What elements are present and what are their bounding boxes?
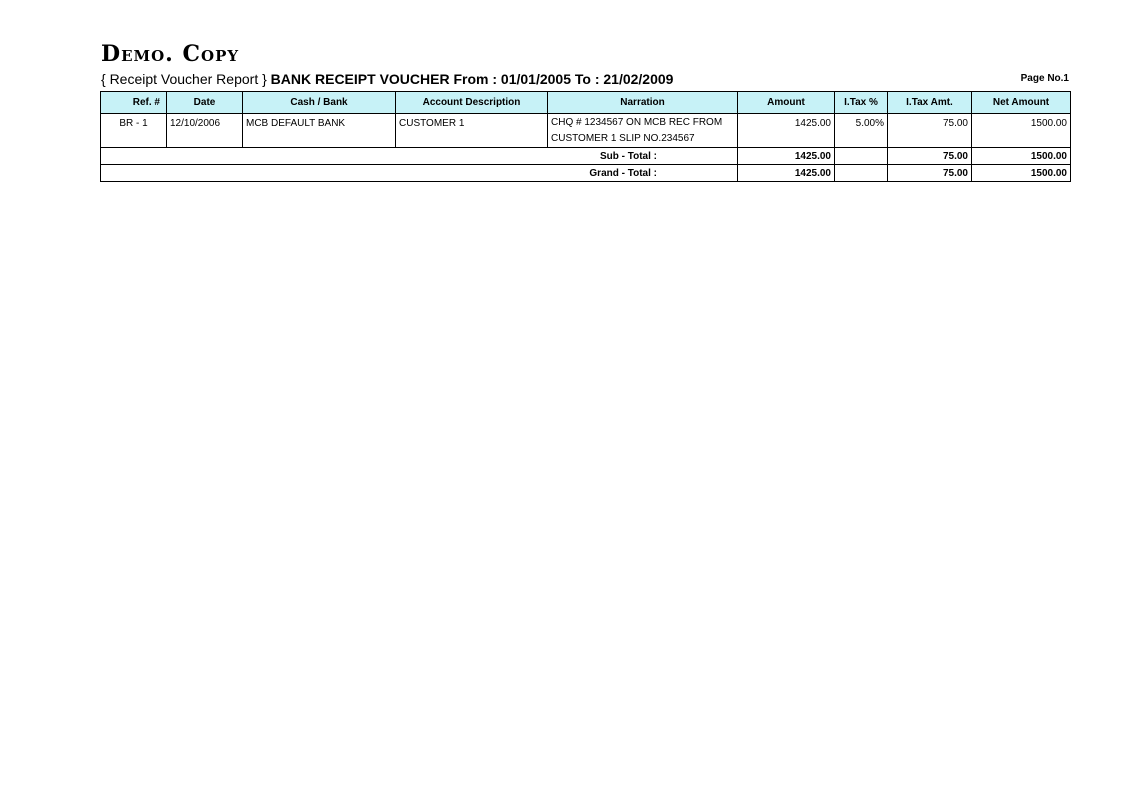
sub-total-label: Sub - Total : <box>101 148 738 165</box>
cell-itax-amt: 75.00 <box>888 114 972 148</box>
col-header-itax-amt: I.Tax Amt. <box>888 92 972 114</box>
grand-total-net-amount: 1500.00 <box>972 165 1071 182</box>
col-header-ref: Ref. # <box>101 92 167 114</box>
report-title <box>101 70 673 88</box>
table-header-row <box>101 92 1071 114</box>
report-title-type: { Receipt Voucher Report } <box>101 71 267 87</box>
col-header-date: Date <box>167 92 243 114</box>
col-header-amount: Amount <box>738 92 835 114</box>
cell-amount: 1425.00 <box>738 114 835 148</box>
table-row <box>101 114 1071 148</box>
col-header-itax-pct: I.Tax % <box>835 92 888 114</box>
col-header-account-description: Account Description <box>396 92 548 114</box>
cell-net-amount: 1500.00 <box>972 114 1071 148</box>
report-title-range: BANK RECEIPT VOUCHER From : 01/01/2005 To : 21/02/2009 <box>270 71 674 87</box>
cell-ref: BR - 1 <box>101 114 167 148</box>
sub-total-itax-amt: 75.00 <box>888 148 972 165</box>
cell-cash-bank: MCB DEFAULT BANK <box>243 114 396 148</box>
demo-copy-watermark: Demo. Copy <box>101 41 240 67</box>
cell-itax-pct: 5.00% <box>835 114 888 148</box>
sub-total-amount: 1425.00 <box>738 148 835 165</box>
grand-total-itax-pct <box>835 165 888 182</box>
sub-total-net-amount: 1500.00 <box>972 148 1071 165</box>
grand-total-itax-amt: 75.00 <box>888 165 972 182</box>
grand-total-label: Grand - Total : <box>101 165 738 182</box>
grand-total-amount: 1425.00 <box>738 165 835 182</box>
cell-narration: CHQ # 1234567 ON MCB REC FROM CUSTOMER 1 SLIP NO.234567 <box>548 114 738 148</box>
sub-total-row <box>101 148 1071 165</box>
cell-account: CUSTOMER 1 <box>396 114 548 148</box>
col-header-net-amount: Net Amount <box>972 92 1071 114</box>
grand-total-row <box>101 165 1071 182</box>
sub-total-itax-pct <box>835 148 888 165</box>
col-header-narration: Narration <box>548 92 738 114</box>
cell-date: 12/10/2006 <box>167 114 243 148</box>
col-header-cash-bank: Cash / Bank <box>243 92 396 114</box>
page-number: Page No.1 <box>1020 73 1069 84</box>
receipt-voucher-table <box>100 91 1071 182</box>
